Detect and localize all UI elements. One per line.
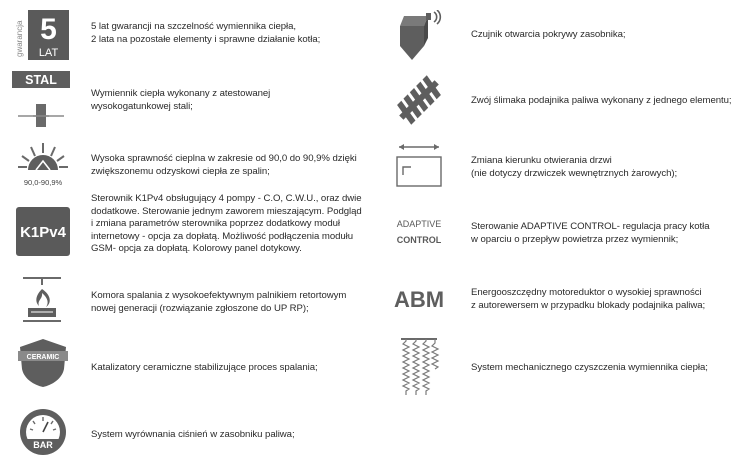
feature-description: Sterowanie ADAPTIVE CONTROL- regulacja pracy kotła w oparciu o przepływ powietrza przez wymiennik; [471,221,710,245]
ceramic-catalyst-icon [16,337,70,389]
feature-description: System mechanicznego czyszczenia wymiennika ciepła; [471,362,708,373]
warranty-5-years-icon [8,9,74,61]
feature-description: Zmiana kierunku otwierania drzwi (nie dotyczy drzwiczek wewnętrznych żarowych); [471,155,678,179]
feature-description: Czujnik otwarcia pokrywy zasobnika; [471,29,626,40]
hopper-sensor-icon [394,10,444,62]
combustion-chamber-icon [19,275,65,325]
svg-text:5: 5 [40,13,57,46]
auger-screw-icon [392,74,446,126]
efficiency-sun-icon [14,139,72,189]
svg-text:CERAMIC: CERAMIC [26,354,60,361]
svg-text:CONTROL: CONTROL [396,235,442,245]
abm-motor-icon [393,283,445,313]
svg-text:gwarancja: gwarancja [15,20,24,57]
feature-description: Zwój ślimaka podajnika paliwa wykonany z jednego elementu; [471,95,732,106]
svg-text:STAL: STAL [25,73,57,87]
feature-description: Katalizatory ceramiczne stabilizujące proces spalania; [91,362,318,373]
steel-icon [12,71,70,127]
svg-text:K1Pv4: K1Pv4 [20,224,66,241]
feature-description: 5 lat gwarancji na szczelność wymiennika ciepła, 2 lata na pozostałe elementy i sprawne działanie kotła; [91,21,321,45]
feature-description: System wyrównania ciśnień w zasobniku paliwa; [91,429,295,440]
svg-text:LAT: LAT [38,47,59,59]
feature-description: Energooszczędny motoreduktor o wysokiej sprawności z autorewersem w przypadku blokady podajnika paliwa; [471,287,706,311]
feature-description: Sterownik K1Pv4 obsługujący 4 pompy - C.O, C.W.U., oraz dwie dodatkowe. Sterowanie jednym zaworem mieszającym. Podgląd i zmiana parametrów sterownika poprzez dodatkowy moduł internetowy - opcja za dopłatą. Możliwość podłączenia modułu GSM- opcja za dopłatą. Kolorowy panel dotykowy. [91,193,362,255]
svg-text:90,0-90,9%: 90,0-90,9% [23,178,63,187]
svg-text:ADAPTIVE: ADAPTIVE [396,219,442,229]
k1pv4-controller-icon [16,207,70,256]
svg-text:ABM: ABM [393,287,445,312]
feature-description: Wysoka sprawność cieplna w zakresie od 90,0 do 90,9% dzięki zwiększonemu odzyskowi ciepła ze spalin; [91,153,357,177]
feature-description: Komora spalania z wysokoefektywnym palnikiem retortowym nowej generacji (rozwiązanie zgłoszone do UP RP); [91,290,347,314]
adaptive-control-icon [391,212,447,250]
door-reversal-icon [393,139,445,189]
cleaning-system-icon [398,333,440,399]
feature-description: Wymiennik ciepła wykonany z atestowanej wysokogatunkowej stali; [91,88,271,112]
svg-text:BAR: BAR [33,440,53,450]
pressure-gauge-icon [18,405,68,458]
